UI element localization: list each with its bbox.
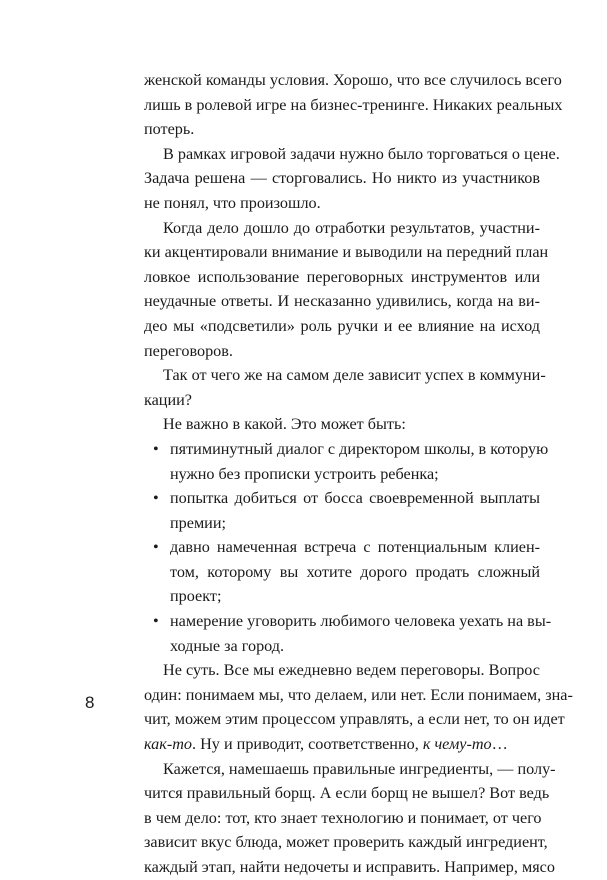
- text-line: део мы «подсветили» роль ручки и ее влияние на исход: [144, 316, 540, 335]
- text-line: неудачные ответы. И несказанно удивились, когда на ви-: [144, 292, 540, 311]
- text-line: переговоров.: [144, 341, 233, 360]
- text-line: ловкое использование переговорных инструментов или: [144, 267, 540, 286]
- text-line: потерь.: [144, 120, 195, 139]
- bullet-item-line: проект;: [170, 587, 222, 606]
- text-line: не понял, что произошло.: [144, 193, 321, 212]
- text-line: зависит вкус блюда, может проверить каждый ингредиент,: [144, 833, 548, 852]
- text-line: в чем дело: тот, кто знает технологию и понимает, от чего: [144, 808, 542, 827]
- text-line: Так от чего же на самом деле зависит успех в коммуни-: [163, 366, 546, 385]
- text-line: чится правильный борщ. А если борщ не вышел? Вот ведь: [144, 784, 550, 803]
- text-line: каждый этап, найти недочеты и исправить. Например, мясо: [144, 858, 555, 876]
- bullet-text: пятиминутный диалог с директором школы, в которую: [170, 439, 549, 458]
- text-line: Не важно в какой. Это может быть:: [163, 415, 406, 434]
- italic-phrase: как-то: [144, 735, 193, 754]
- bullet-text: давно намеченная встреча с потенциальным клиен-: [170, 538, 540, 557]
- bullet-icon: •: [153, 612, 159, 631]
- bullet-item-line: [144, 486, 540, 511]
- page-number: 8: [85, 693, 95, 712]
- text-line: Задача решена — сторговались. Но никто из участников: [144, 169, 540, 188]
- bullet-list: [144, 437, 552, 658]
- text-line: Не суть. Все мы ежедневно ведем переговоры. Вопрос: [163, 661, 540, 680]
- text-line: чит, можем этим процессом управлять, а если нет, то он идет: [144, 710, 565, 729]
- bullet-item-line: нужно без прописки устроить ребенка;: [170, 464, 439, 483]
- bullet-item-line: том, которому вы хотите дорого продать сложный: [170, 562, 540, 581]
- bullet-icon: •: [153, 439, 159, 458]
- text-line: женской команды условия. Хорошо, что все случилось всего: [144, 71, 562, 89]
- text-line: ки акцентировали внимание и выводили на передний план: [144, 243, 549, 262]
- text-line: кации?: [144, 390, 192, 409]
- text-line: один: понимаем мы, что делаем, или нет. Если понимаем, зна-: [144, 685, 573, 704]
- text-line: Кажется, намешаешь правильные ингредиенты, — полу-: [163, 759, 556, 778]
- bullet-item-line: [144, 609, 552, 634]
- bullet-text: попытка добиться от босса своевременной выплаты: [170, 489, 540, 508]
- text-line: Когда дело дошло до отработки результатов, участни-: [163, 218, 540, 237]
- page-body: [144, 68, 573, 880]
- bullet-item-line: [144, 437, 549, 462]
- bullet-icon: •: [153, 489, 159, 508]
- text-fragment: . Ну и приводит, соответственно,: [192, 735, 423, 754]
- bullet-item-line: [144, 535, 540, 560]
- italic-phrase: к чему-то: [422, 735, 492, 754]
- text-line: лишь в ролевой игре на бизнес-тренинге. Никаких реальных: [144, 95, 563, 114]
- bullet-item-line: премии;: [170, 513, 227, 532]
- bullet-icon: •: [153, 538, 159, 557]
- text-fragment: …: [491, 735, 508, 754]
- bullet-item-line: ходные за город.: [170, 636, 285, 655]
- text-line: В рамках игровой задачи нужно было торговаться о цене.: [163, 144, 560, 163]
- bullet-text: намерение уговорить любимого человека уехать на вы-: [170, 612, 552, 631]
- text-line-with-italics: [144, 732, 540, 757]
